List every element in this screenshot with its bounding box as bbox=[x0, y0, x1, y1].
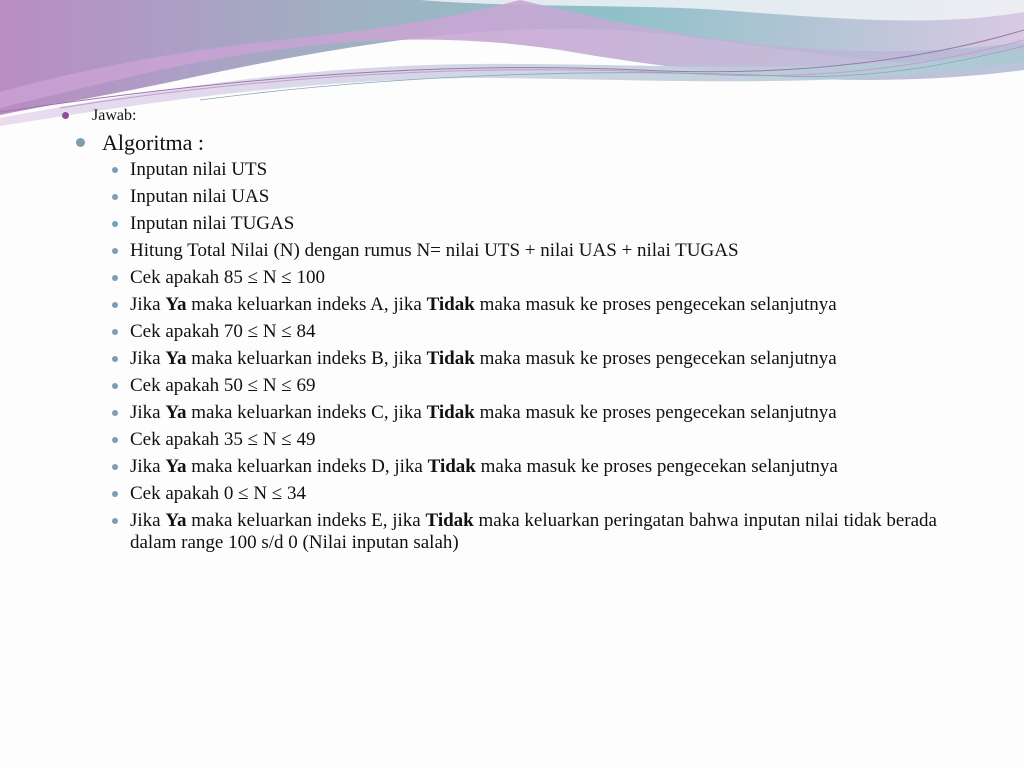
step-text-pre: Jika bbox=[130, 402, 166, 423]
step-text-yes: Ya bbox=[165, 294, 187, 315]
step-text-post: maka masuk ke proses pengecekan selanjutnya bbox=[474, 348, 837, 369]
answer-label: Jawab: bbox=[92, 107, 137, 124]
step-item bbox=[100, 456, 982, 478]
bullet-dot-icon bbox=[112, 302, 118, 308]
bullet-dot-icon bbox=[112, 221, 118, 227]
slide-body bbox=[62, 104, 982, 559]
bullet-dot-icon bbox=[112, 194, 118, 200]
algorithm-steps-list bbox=[100, 159, 982, 554]
step-text-post: maka masuk ke proses pengecekan selanjutnya bbox=[475, 456, 838, 477]
step-text: Inputan nilai UAS bbox=[130, 186, 270, 207]
step-item bbox=[100, 321, 982, 343]
step-text: Cek apakah 85 ≤ N ≤ 100 bbox=[130, 267, 325, 288]
step-text-mid: maka keluarkan indeks A, jika bbox=[186, 294, 427, 315]
step-item bbox=[100, 402, 982, 424]
algorithm-item bbox=[76, 128, 982, 554]
step-text: Hitung Total Nilai (N) dengan rumus N= nilai UTS + nilai UAS + nilai TUGAS bbox=[130, 240, 739, 261]
step-item bbox=[100, 483, 982, 505]
step-text-yes: Ya bbox=[165, 456, 187, 477]
step-text: Cek apakah 70 ≤ N ≤ 84 bbox=[130, 321, 316, 342]
step-text-post: maka keluarkan peringatan bahwa inputan nilai tidak berada dalam range 100 s/d 0 (Nilai inputan salah) bbox=[130, 510, 937, 553]
step-text-no: Tidak bbox=[427, 456, 476, 477]
bullet-list-level2 bbox=[76, 128, 982, 554]
step-text-pre: Jika bbox=[130, 456, 166, 477]
step-item bbox=[100, 213, 982, 235]
step-text-post: maka masuk ke proses pengecekan selanjutnya bbox=[474, 402, 837, 423]
bullet-dot-icon bbox=[112, 167, 118, 173]
step-text: Cek apakah 50 ≤ N ≤ 69 bbox=[130, 375, 316, 396]
answer-item bbox=[62, 104, 982, 554]
bullet-dot-icon bbox=[76, 138, 85, 147]
bullet-dot-icon bbox=[112, 383, 118, 389]
step-text-mid: maka keluarkan indeks C, jika bbox=[186, 402, 427, 423]
step-text: Inputan nilai TUGAS bbox=[130, 213, 295, 234]
step-text: Inputan nilai UTS bbox=[130, 159, 268, 180]
step-item bbox=[100, 294, 982, 316]
step-text-pre: Jika bbox=[130, 510, 166, 531]
step-text-mid: maka keluarkan indeks B, jika bbox=[186, 348, 427, 369]
step-text-yes: Ya bbox=[165, 510, 187, 531]
step-text-pre: Jika bbox=[130, 348, 166, 369]
step-text-no: Tidak bbox=[426, 402, 475, 423]
step-text-no: Tidak bbox=[425, 510, 474, 531]
step-item bbox=[100, 186, 982, 208]
algorithm-heading: Algoritma : bbox=[102, 130, 205, 155]
bullet-dot-icon bbox=[112, 248, 118, 254]
bullet-list-level1 bbox=[62, 104, 982, 554]
bullet-dot-icon bbox=[112, 518, 118, 524]
step-item bbox=[100, 159, 982, 181]
step-item bbox=[100, 240, 982, 262]
bullet-dot-icon bbox=[112, 410, 118, 416]
step-text-mid: maka keluarkan indeks E, jika bbox=[186, 510, 426, 531]
bullet-dot-icon bbox=[112, 275, 118, 281]
step-text-yes: Ya bbox=[165, 348, 187, 369]
step-text-post: maka masuk ke proses pengecekan selanjutnya bbox=[474, 294, 837, 315]
bullet-dot-icon bbox=[62, 112, 69, 119]
bullet-dot-icon bbox=[112, 491, 118, 497]
step-item bbox=[100, 375, 982, 397]
bullet-dot-icon bbox=[112, 464, 118, 470]
step-item bbox=[100, 510, 982, 554]
step-text-pre: Jika bbox=[130, 294, 166, 315]
step-text-yes: Ya bbox=[165, 402, 187, 423]
step-item bbox=[100, 267, 982, 289]
step-text-no: Tidak bbox=[426, 348, 475, 369]
step-text-mid: maka keluarkan indeks D, jika bbox=[186, 456, 428, 477]
bullet-dot-icon bbox=[112, 329, 118, 335]
step-item bbox=[100, 429, 982, 451]
step-text-no: Tidak bbox=[426, 294, 475, 315]
step-item bbox=[100, 348, 982, 370]
step-text: Cek apakah 0 ≤ N ≤ 34 bbox=[130, 483, 306, 504]
bullet-dot-icon bbox=[112, 437, 118, 443]
step-text: Cek apakah 35 ≤ N ≤ 49 bbox=[130, 429, 316, 450]
bullet-dot-icon bbox=[112, 356, 118, 362]
